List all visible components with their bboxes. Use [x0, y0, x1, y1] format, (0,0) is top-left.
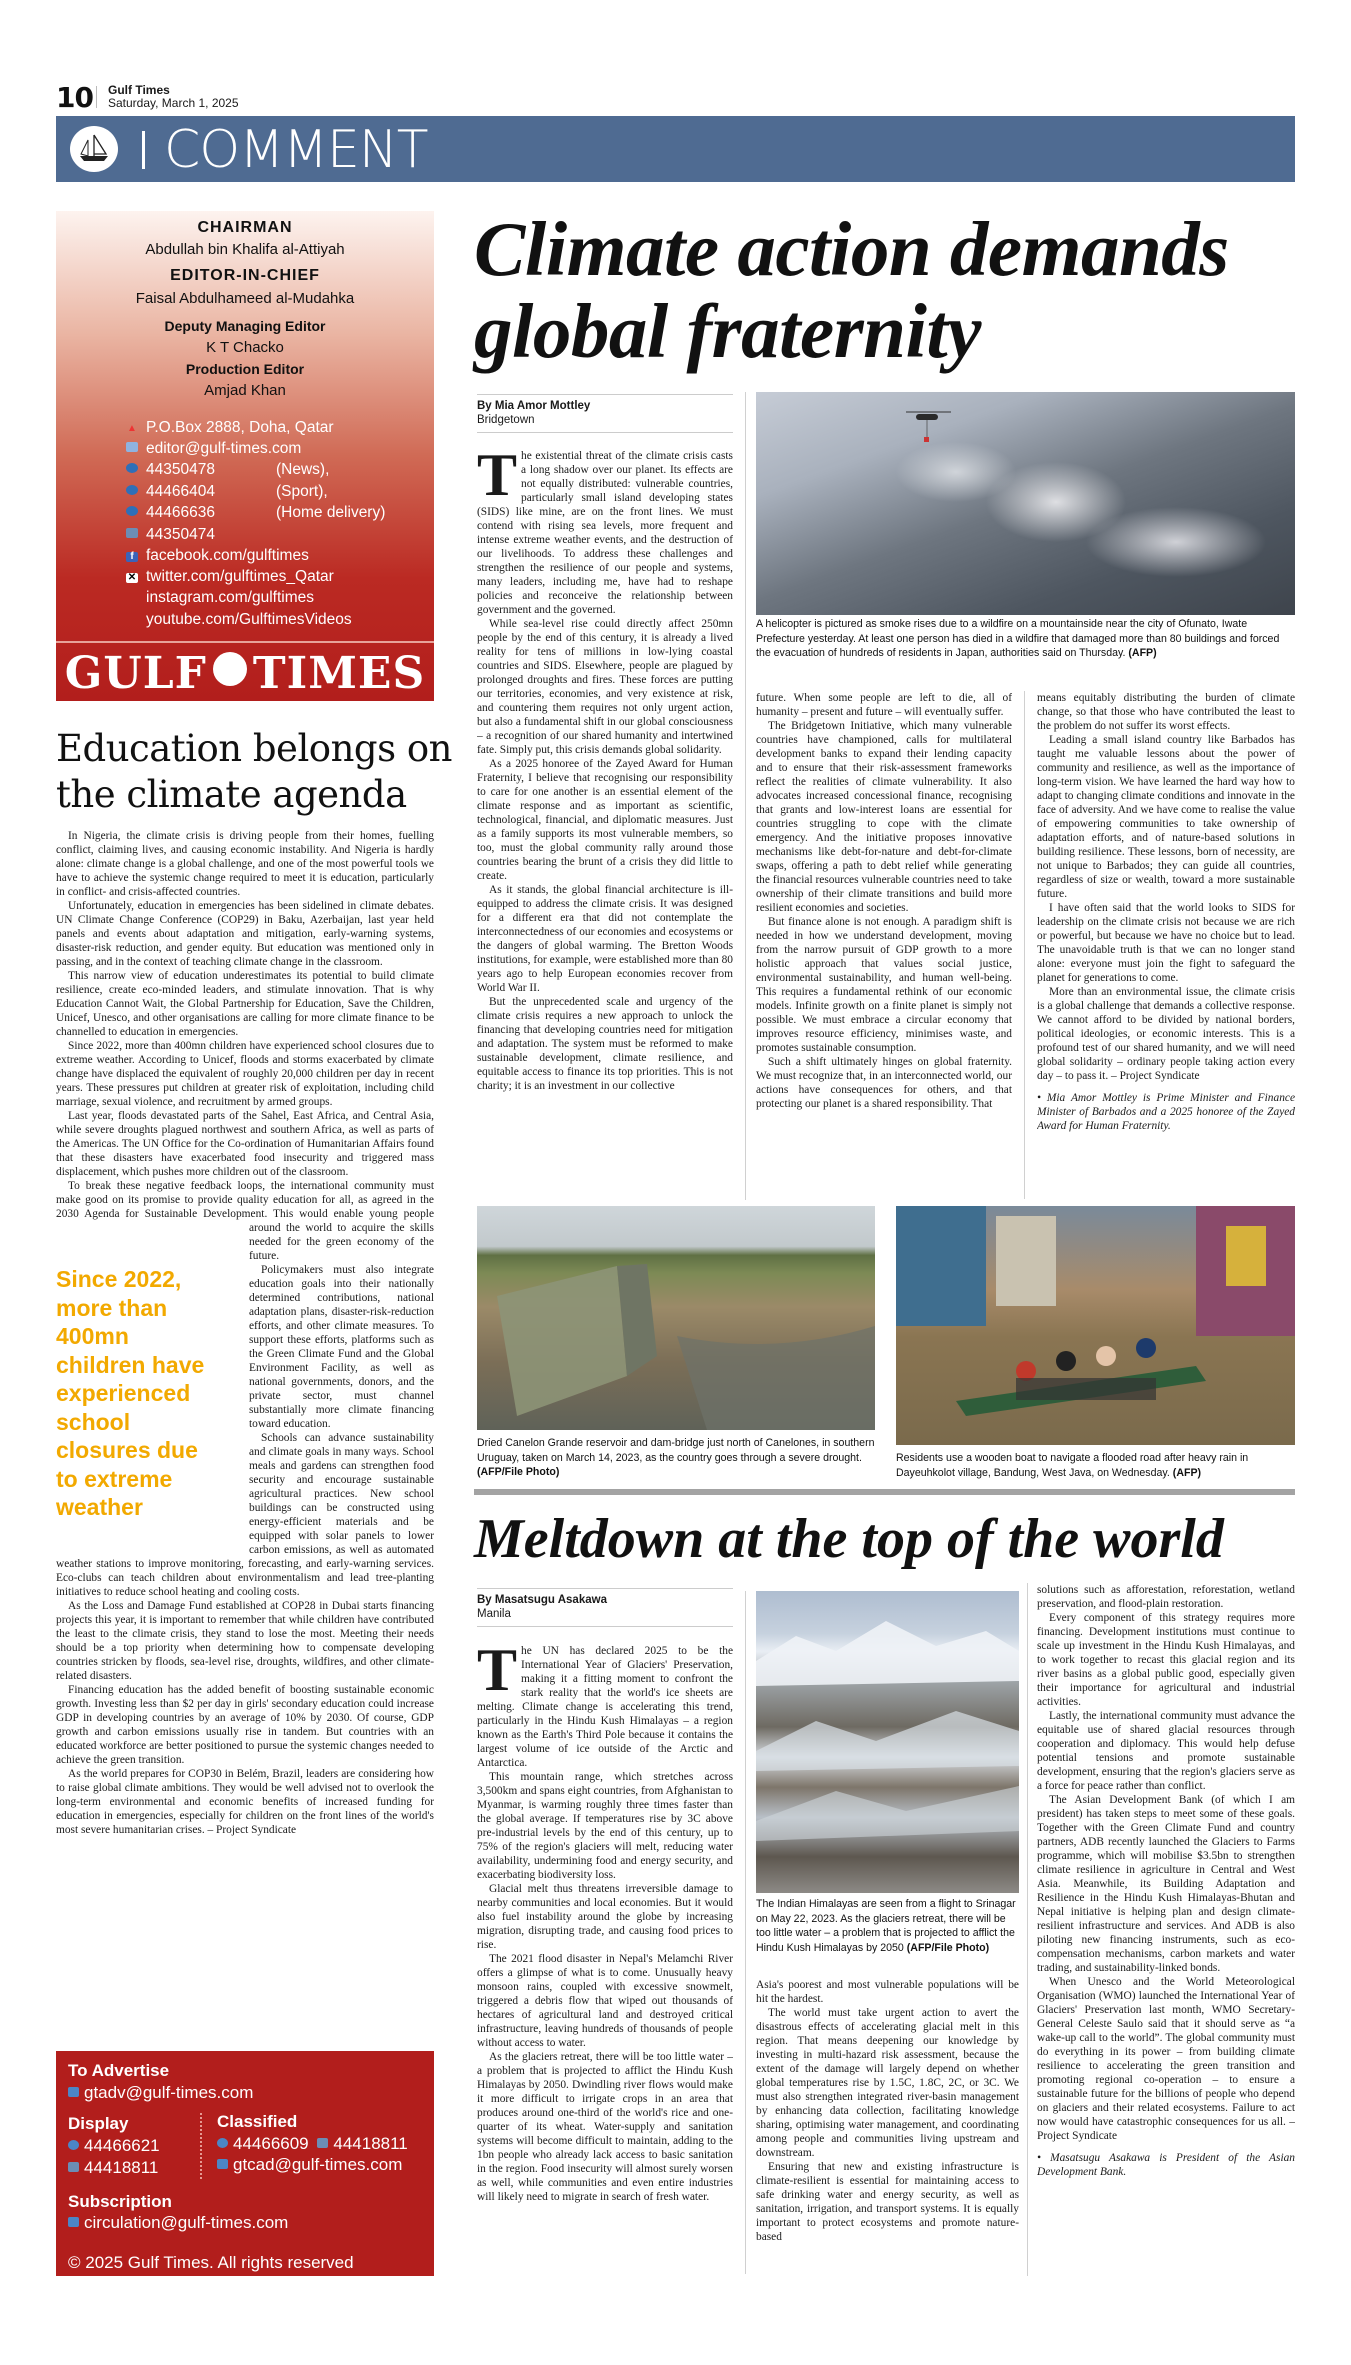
contact-email[interactable]: editor@gulf-times.com: [126, 440, 301, 458]
article2-column-2: Asia's poorest and most vulnerable populations will be hit the hardest. The world must take urgent action to avert the disastrous effects of accelerating glacial melt in this region. That means deepening our knowledge by investing in multi-hazard risk assessment, because the extent of the damage will largely depend on whether global temperatures rise by 1.5C, 1.8C, 2C, or 3C. We must also strengthen integrated river-basin management by enhancing data collection, facilitating knowledge sharing, optimising water management, and coordinating among people and communities living upstream and downstream. Ensuring that new and existing infrastructure is climate-resilient is essential for maintaining access to safe drinking water and energy security, as well as sanitation, irrigation, and transport systems. It is equally important to protect ecosystems and promote nature-based: [756, 1979, 1019, 2243]
header-divider: [96, 86, 97, 108]
reservoir-photo: [477, 1206, 875, 1430]
issue-date: Saturday, March 1, 2025: [108, 96, 239, 110]
contact-twitter[interactable]: ✕ twitter.com/gulftimes_Qatar: [127, 568, 334, 585]
article1-headline: Climate action demands global fraternity: [474, 206, 1229, 374]
chairman-name: Abdullah bin Khalifa al-Attiyah: [145, 241, 345, 258]
paragraph: Policymakers must also integrate education goals into their nationally determined contributions, national adaptation plans, disaster-risk-reduction efforts, and other climate measures. To support these efforts, platforms such as the Green Climate Fund and the Global Environment Facility, as well as national governments, donors, and the private sector, must channel substantially more climate financing toward education.: [249, 1264, 434, 1430]
eic-title: EDITOR-IN-CHIEF: [170, 267, 320, 284]
contact-fax: 44350474: [126, 526, 215, 544]
paragraph: Financing education has the added benefit of boosting sustainable economic growth. Investing less than $2 per day in girls' secondary education could increase GDP in developing countries by an average of 10% by 2030. Of course, GDP growth and carbon emissions usually rise in tandem. But countries with an educated workforce are better positioned to pursue the systemic changes needed to achieve the green transition.: [56, 1684, 434, 1766]
section-bar: [56, 116, 1295, 182]
wildfire-caption: A helicopter is pictured as smoke rises due to a wildfire on a mountainside near the city of Ofunato, Iwate Prefecture yesterday. At least one person has died in a wildfire that damaged more than 80 buildings and forced the evacuation of hundreds of residents in Japan, authorities said on Thursday. (AFP): [756, 618, 1280, 659]
paragraph: Since 2022, more than 400mn children have experienced school closures due to extreme weather. According to Unicef, floods and storms exacerbated by climate change have displaced the equivalent of roughly 20,000 children per day in recent years. These pressures put children at greater risk of exploitation, including child marriage, sexual violence, and recruitment by armed groups.: [56, 1040, 434, 1108]
pe-title: Production Editor: [185, 361, 305, 377]
facebook-icon: f: [126, 552, 138, 562]
subscription-title: Subscription: [68, 2192, 172, 2211]
contact-phone-delivery: 44466636 (Home delivery): [126, 504, 215, 522]
copyright: © 2025 Gulf Times. All rights reserved: [68, 2253, 354, 2272]
fax-icon: [126, 528, 138, 538]
paragraph: As the Loss and Damage Fund established at COP28 in Dubai starts financing projects this year, it is important to remember that while children have contributed the least to the climate crisis, they stand to lose the most. Meeting their needs should be a top priority when determining how to compensate developing countries stricken by floods, sea-level rise, droughts, wildfires, and other climate-related disasters.: [56, 1600, 434, 1682]
column-rule: [745, 1591, 746, 2274]
contact-address: ▲ P.O.Box 2888, Doha, Qatar: [127, 419, 334, 436]
education-article-body: [56, 829, 434, 2024]
paragraph: In Nigeria, the climate crisis is driving people from their homes, fuelling conflict, claiming lives, and causing economic instability. And Nigeria is hardly alone: climate change is a global challenge, and one of the most powerful tools we have to achieve the systemic change required to meet it is education, particularly in conflict- and crisis-affected countries.: [56, 830, 434, 898]
fax-icon: [68, 2162, 79, 2172]
article2-headline: Meltdown at the top of the world: [474, 1508, 1224, 1570]
subscription-email[interactable]: circulation@gulf-times.com: [68, 2213, 288, 2233]
display-fax: 44418811: [68, 2158, 158, 2178]
contact-phone-sport: 44466404 (Sport),: [126, 483, 215, 501]
article1-column-1: T he existential threat of the climate crisis casts a long shadow over our planet. Its effects are not equally distributed: vulnerable countries, particularly small island developing states (SIDS) like mine, are on the front lines. We must contend with rising sea levels, more frequent and intense extreme weather events, and the destruction of our livelihoods. To address these challenges and strengthen the resilience of our people and systems, many leaders, including me, have had to reshape policies and reconceive the relationship between government and the governed. While sea-level rise could directly affect 250mn people by the end of this century, it is already a lived reality for tens of millions in low-lying coastal countries and SIDS. Elsewhere, people are plagued by prolonged droughts and fires. These forces are putting our territories, economies, and very existence at risk, and countering them requires not only urgent action, but also a fundamental shift in our global consciousness – a recognition of our shared humanity and intertwined fate. Simply put, this crisis demands global solidarity. As a 2025 honoree of the Zayed Award for Human Fraternity, I believe that recognising our responsibility to care for one another is an essential element of the climate response and as important as scientific, technological, financial, and diplomatic measures. Just as a family supports its most vulnerable members, so too, must the global community rally around those countries bearing the brunt of a crisis they did little to create. As it stands, the global financial architecture is ill-equipped to address the climate crisis. It was designed for a different era that did not contemplate the interconnectedness of our economies and ecosystems or the dangers of global warming. The Bretton Woods institutions, for example, were established more than 80 years ago to help European economies recover from World War II. But the unprecedented scale and urgency of the climate crisis requires a new approach to unlock the financing that developing countries need for mitigation and adaptation. The system must be reformed to make sustainable development, climate resilience, and equitable access to finance its top priorities. This is not charity; it is an investment in our collective: [477, 449, 733, 1092]
paper-name: Gulf Times: [108, 83, 170, 97]
flood-boat-caption: Residents use a wooden boat to navigate a flooded road after heavy rain in Dayeuhkolot village, Bandung, West Java, on Wednesday. (AFP): [896, 1452, 1249, 1479]
paragraph: This narrow view of education underestimates its potential to build climate resilience, create eco-minded leaders, and stimulate innovation. That is why Education Cannot Wait, the Global Partnership for Education, Save the Children, Unicef, Unesco, and other organisations are calling for more climate finance to be channelled to education in emergencies.: [56, 970, 434, 1038]
advertise-title: To Advertise: [68, 2061, 170, 2080]
display-title: Display: [68, 2114, 129, 2133]
phone-icon: [126, 485, 138, 495]
section-divider-bar: [474, 1489, 1295, 1495]
ship-logo-icon: [70, 126, 118, 172]
article2-byline: By Masatsugu Asakawa Manila: [477, 1588, 733, 1627]
helicopter-icon: [756, 392, 1295, 615]
paragraph: To break these negative feedback loops, the international community must make good on its promise to provide quality education for all, as agreed in the 2030 Agenda for Sustainable Development. This would enable young people around the world to acquire the skills needed for the green economy of the future.: [56, 1180, 434, 1262]
phone-icon: [68, 2140, 79, 2150]
email-icon: [68, 2217, 79, 2227]
paragraph: Last year, floods devastated parts of the Sahel, East Africa, and Central Asia, while severe droughts plagued northwest and southern Africa, as well as parts of the Americas. The UN Office for the Co-ordination of Humanitarian Affairs found that these disasters have exacerbated food insecurity and triggered mass displacement, which pushes more children out of the classroom.: [56, 1110, 434, 1178]
himalaya-caption: The Indian Himalayas are seen from a flight to Srinagar on May 22, 2023. As the glaciers retreat, there will be too little water – a problem that is projected to afflict the Hindu Kush Himalayas by 2050 (AFP/File Photo): [756, 1898, 1016, 1954]
contact-box: [56, 2051, 434, 2276]
drop-cap: T: [477, 449, 518, 508]
eic-name: Faisal Abdulhameed al-Mudahka: [135, 290, 355, 307]
phone-icon: [126, 506, 138, 516]
author-bio: • Mia Amor Mottley is Prime Minister and Finance Minister of Barbados and a 2025 honoree of the Zayed Award for Human Fraternity.: [1037, 1092, 1295, 1132]
column-rule: [745, 392, 746, 1200]
display-phone: 44466621: [68, 2136, 160, 2156]
chairman-title: CHAIRMAN: [197, 219, 293, 236]
paragraph: Unfortunately, education in emergencies has been sidelined in climate debates. UN Climate Change Conference (COP29) in Baku, Azerbaijan, last year held panels and events about adaptation and mitigation, early-warning systems, disaster-risk reduction, and gender equity. But education was mentioned only in passing, and in the context of teaching climate change in the classroom.: [56, 900, 434, 968]
pull-quote: Since 2022, more than 400mn children have experienced school closures due to extreme weather: [56, 1266, 205, 1520]
education-headline: Education belongs on the climate agenda: [56, 727, 452, 816]
divider: [200, 2113, 202, 2179]
phone-icon: [126, 463, 138, 473]
ship-logo-icon: [213, 652, 247, 686]
article2-column-3: solutions such as afforestation, reforestation, wetland preservation, and flood-plain restoration. Every component of this strategy requires more financing. Development institutions must continue to scale up investment in the Hindu Kush Himalayas, and to work together to recast this glacial region and its river basins as a global public good, especially given their importance for agricultural and industrial activities. Lastly, the international community must advance the equitable use of shared glacial resources through cooperation and diplomacy. This would help defuse potential tensions and promote sustainable development, ensuring that the region's glaciers serve as a force for peace rather than conflict. The Asian Development Bank (of which I am president) has taken steps to meet some of these goals. Together with the Green Climate Fund and country partners, ADB recently launched the Glaciers to Farms programme, which will mobilise $3.5bn to strengthen climate resilience in agriculture in Central and West Asia. Meanwhile, its Building Adaptation and Resilience in the Hindu Kush Himalayas-Bhutan and Nepal initiative is helping plan and design climate-resilient infrastructure and services. And ADB is also piloting new financing instruments, such as eco-compensation mechanisms, carbon markets and water trading, and sustainability-linked bonds. When Unesco and the World Meteorological Organisation (WMO) launched the International Year of Glaciers' Preservation last month, WMO Secretary-General Celeste Saulo said that it should serve as “a wake-up call to the world”. The global community must do everything in its power – from building climate resilience to accelerating the green transition and promoting regional co-operation – to ensure a sustainable future for the billions of people who depend on glaciers and their related ecosystems. Failure to act now would have catastrophic consequences for us all. – Project Syndicate • Masatsugu Asakawa is President of the Asian Development Bank.: [1037, 1584, 1295, 2178]
section-divider: [142, 131, 145, 169]
masthead-divider: [56, 641, 434, 643]
contact-youtube[interactable]: youtube.com/GulftimesVideos: [146, 611, 352, 628]
x-icon: ✕: [127, 572, 137, 583]
dme-name: K T Chacko: [206, 339, 284, 356]
article1-byline: By Mia Amor Mottley Bridgetown: [477, 394, 733, 433]
email-icon: [68, 2087, 79, 2097]
article2-column-1: T he UN has declared 2025 to be the International Year of Glaciers' Preservation, making it a fitting moment to confront the stark reality that the world's ice sheets are melting. Climate change is accelerating this trend, particularly in the Hindu Kush Himalayas – a region known as the Earth's Third Pole because it contains the largest volume of ice outside of the Arctic and Antarctica. This mountain range, which stretches across 3,500km and spans eight countries, from Afghanistan to Myanmar, is warming roughly three times faster than the global average. If temperatures rise by 3C above pre-industrial levels by the end of this century, up to 75% of the region's glaciers will melt, reducing water availability, undermining food and energy security, and exacerbating biodiversity loss. Glacial melt thus threatens irreversible damage to nearby communities and local economies. But it would also fuel instability around the globe by increasing migration, disrupting trade, and causing food prices to rise. The 2021 flood disaster in Nepal's Melamchi River offers a glimpse of what is to come. Unusually heavy monsoon rains, coupled with excessive snowmelt, triggered a debris flow that wiped out thousands of hectares of agricultural land and destroyed critical infrastructure, leaving hundreds of thousands of people without access to water. As the glaciers retreat, there will be too little water – a problem that is projected to afflict the Hindu Kush Himalayas by 2050. Dwindling river flows would make it more difficult to irrigate crops in an area that produces around one-third of the world's rice and one-quarter of its wheat. Water-supply and sanitation systems will become difficult to maintain, adding to the 1bn people who already lack access to basic sanitation in the region. Food insecurity will almost surely worsen as well, while communities and even entire industries will likely need to migrate in search of fresh water.: [477, 1644, 733, 2203]
pe-name: Amjad Khan: [204, 382, 286, 399]
paragraph: As the world prepares for COP30 in Belém, Brazil, leaders are considering how to raise global climate ambitions. They would be well advised not to overlook the long-term environmental and economic benefits of increased funding for education in emergencies, especially for children on the front lines of the world's most severe humanitarian crises. – Project Syndicate: [56, 1768, 434, 1836]
contact-facebook[interactable]: f facebook.com/gulftimes: [126, 547, 309, 565]
author-bio: • Masatsugu Asakawa is President of the Asian Development Bank.: [1037, 2152, 1295, 2178]
advertise-email[interactable]: gtadv@gulf-times.com: [68, 2083, 253, 2103]
classified-title: Classified: [217, 2112, 298, 2131]
article1-column-3: means equitably distributing the burden of climate change, so that those who have contributed the least to the problem do not suffer its worst effects. Leading a small island country like Barbados has taught me valuable lessons about the power of community and resilience, as well as the importance of long-term vision. We have learned the hard way how to adapt to changing climate conditions and innovate in the face of adversity. And we have come to realise the value of empowering communities to take ownership of adaptation efforts, and of nature-based solutions in building resilience. These lessons, born of necessity, are not unique to Barbados; they can guide all countries, regardless of size or wealth, toward a more sustainable future. I have often said that the world looks to SIDS for leadership on the climate crisis not because we are rich or powerful, but because we have no choice but to lead. The unavoidable truth is that we can no longer stand alone: everyone must join the fight to safeguard the planet for generations to come. More than an environmental issue, the climate crisis is a global challenge that demands a collective response. We cannot afford to be divided by national borders, political ideologies, or economic interests. This is a profound test of our shared humanity, and we will need global solidarity – ordinary people taking action every day – to pass it. – Project Syndicate • Mia Amor Mottley is Prime Minister and Finance Minister of Barbados and a 2025 honoree of the Zayed Award for Human Fraternity.: [1037, 692, 1295, 1132]
gulf-times-logo: GULF TIMES: [64, 648, 426, 699]
column-rule: [1027, 1583, 1028, 2276]
section-title: COMMENT: [164, 120, 428, 180]
paragraph: Schools can advance sustainability and climate goals in many ways. School meals and gardens can strengthen food security and encourage sustainable agricultural practices. New school buildings can be constructed using energy-efficient materials and be equipped with solar panels to lower carbon emissions, as well as automated weather stations to improve monitoring, forecasting, and early-warning services. Eco-clubs can teach children about environmentalism and lead tree-planting initiatives to reduce school heating and cooling costs.: [56, 1432, 434, 1598]
flood-boat-photo: [896, 1206, 1295, 1445]
email-icon: [126, 442, 138, 452]
masthead: [56, 211, 434, 701]
column-rule: [1024, 691, 1025, 1199]
phone-icon: [217, 2138, 228, 2148]
classified-email[interactable]: gtcad@gulf-times.com: [217, 2155, 402, 2175]
contact-phone-news: 44350478 (News),: [126, 461, 215, 479]
himalaya-photo: [756, 1591, 1019, 1893]
classified-phone: 44466609 44418811: [217, 2134, 408, 2154]
location-icon: ▲: [127, 423, 137, 434]
email-icon: [217, 2159, 228, 2169]
page-number: 10: [56, 81, 93, 114]
article1-column-2: future. When some people are left to die, all of humanity – present and future – will eventually suffer. The Bridgetown Initiative, which many vulnerable countries have championed, calls for multilateral development banks to expand their lending capacity and to ensure that their risk-assessment frameworks reflect the realities of climate vulnerability. It also advocates increased concessional finance, recognising that grants and low-interest loans are essential for countries struggling to cope with the climate emergency. And the initiative proposes innovative mechanisms like debt-for-nature and debt-for-climate swaps, offering a path to debt relief while generating the financial resources vulnerable countries need to take ownership of their climate transitions and build more resilient economies and societies. But finance alone is not enough. A paradigm shift is needed in how we understand development, moving from the narrow pursuit of GDP growth to a more holistic approach that values social justice, environmental sustainability, and human well-being. This requires a fundamental rethink of our economic models. Infinite growth on a finite planet is simply not possible. We must embrace a circular economy that improves resource efficiency, minimises waste, and promotes sustainable consumption. Such a shift ultimately hinges on global fraternity. We must recognize that, in an interconnected world, our actions have consequences for others, and that protecting our planet is a shared responsibility. That: [756, 692, 1012, 1110]
wildfire-photo: [756, 392, 1295, 615]
drop-cap: T: [477, 1644, 518, 1703]
dme-title: Deputy Managing Editor: [164, 318, 326, 334]
fax-icon: [317, 2138, 328, 2148]
contact-instagram[interactable]: instagram.com/gulftimes: [146, 589, 314, 606]
reservoir-caption: Dried Canelon Grande reservoir and dam-bridge just north of Canelones, in southern Uruguay, taken on March 14, 2023, as the country goes through a severe drought. (AFP/File Photo): [477, 1437, 875, 1478]
